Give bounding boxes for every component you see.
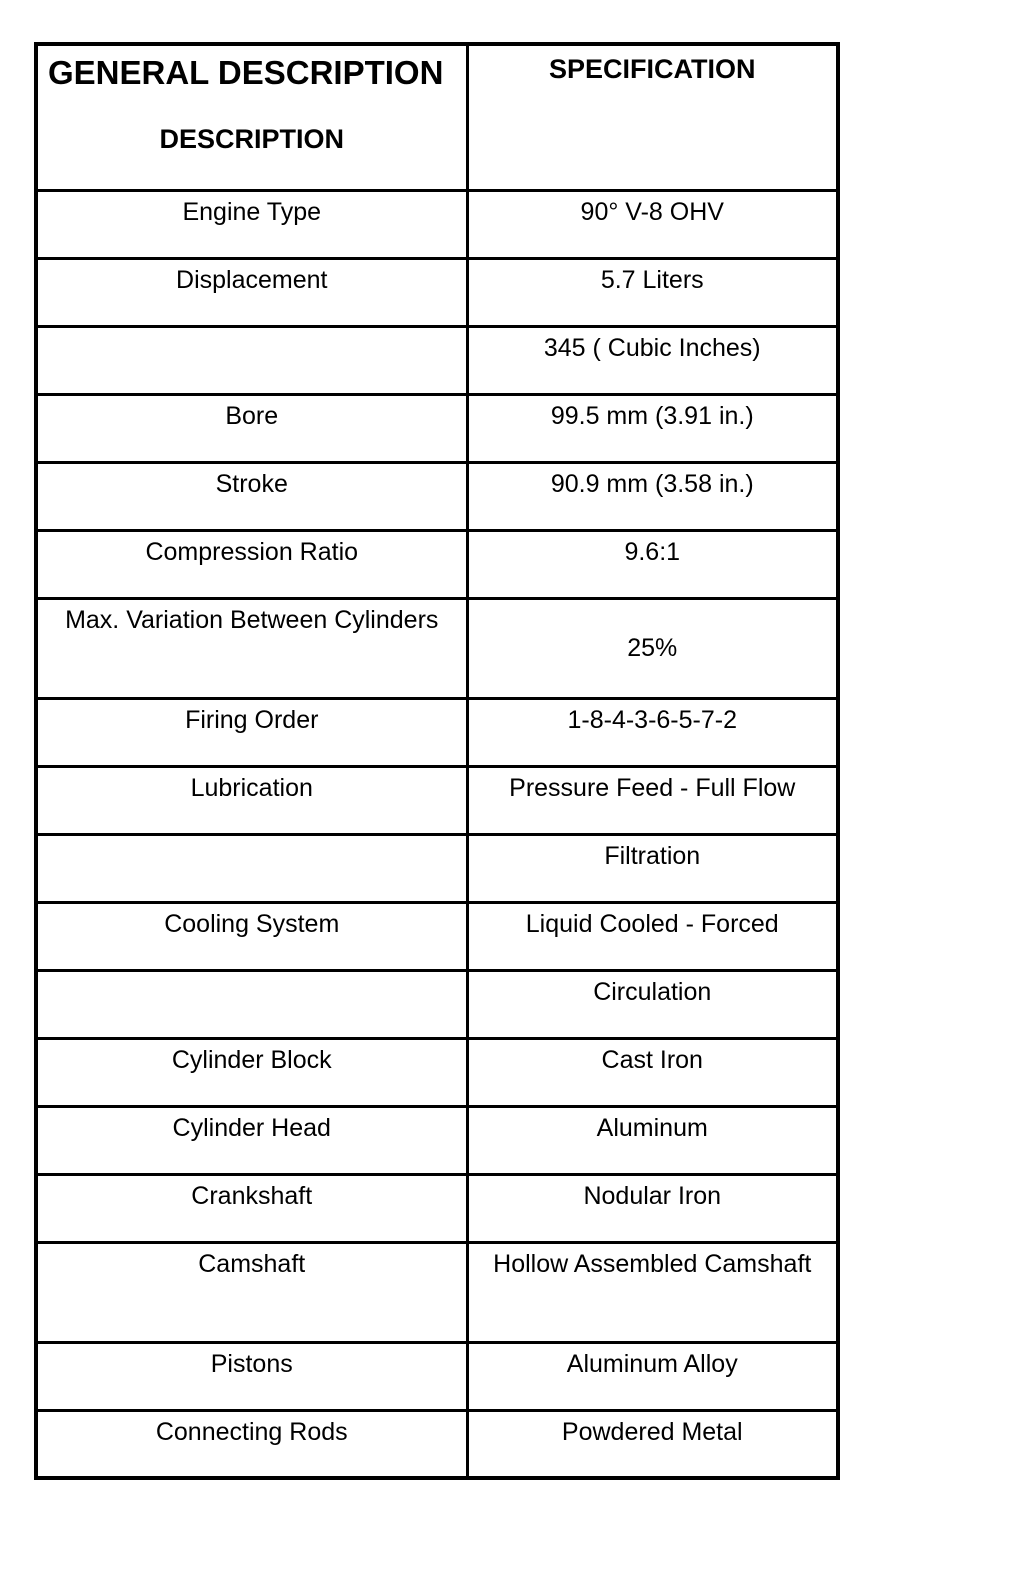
specification-cell: 345 ( Cubic Inches)	[467, 326, 838, 394]
specification-cell: Nodular Iron	[467, 1174, 838, 1242]
specification-cell: Hollow Assembled Camshaft	[467, 1242, 838, 1342]
description-cell: Crankshaft	[36, 1174, 467, 1242]
specification-column-header: SPECIFICATION	[548, 54, 756, 84]
table-row	[36, 1410, 838, 1478]
description-cell: Cylinder Block	[36, 1038, 467, 1106]
table-row	[36, 1174, 838, 1242]
table-row	[36, 1342, 838, 1410]
specification-cell: 90° V-8 OHV	[467, 190, 838, 258]
header-row	[36, 44, 838, 190]
specification-cell: 5.7 Liters	[467, 258, 838, 326]
table-row	[36, 1106, 838, 1174]
description-column-header: DESCRIPTION	[159, 124, 345, 154]
table-row	[36, 190, 838, 258]
spec-table-body	[36, 44, 838, 1478]
specification-cell: 99.5 mm (3.91 in.)	[467, 394, 838, 462]
spec-table	[34, 42, 840, 1480]
description-cell: Bore	[36, 394, 467, 462]
specification-cell: 1-8-4-3-6-5-7-2	[467, 698, 838, 766]
table-row	[36, 834, 838, 902]
description-cell	[36, 326, 467, 394]
specification-cell: Powdered Metal	[467, 1410, 838, 1478]
description-cell: Connecting Rods	[36, 1410, 467, 1478]
table-row	[36, 902, 838, 970]
table-row	[36, 326, 838, 394]
description-cell: Pistons	[36, 1342, 467, 1410]
description-cell: Lubrication	[36, 766, 467, 834]
specification-cell: Liquid Cooled - Forced	[467, 902, 838, 970]
description-cell: Cooling System	[36, 902, 467, 970]
specification-header-cell	[467, 44, 838, 190]
description-cell: Cylinder Head	[36, 1106, 467, 1174]
specification-cell: 9.6:1	[467, 530, 838, 598]
specification-cell: 25%	[467, 598, 838, 698]
table-row	[36, 698, 838, 766]
description-cell: Camshaft	[36, 1242, 467, 1342]
description-cell: Engine Type	[36, 190, 467, 258]
description-cell: Stroke	[36, 462, 467, 530]
table-row	[36, 1242, 838, 1342]
specification-cell: Cast Iron	[467, 1038, 838, 1106]
description-header-cell	[36, 44, 467, 190]
specification-cell: Pressure Feed - Full Flow	[467, 766, 838, 834]
specification-cell: Filtration	[467, 834, 838, 902]
table-row	[36, 258, 838, 326]
table-row	[36, 462, 838, 530]
table-row	[36, 394, 838, 462]
specification-cell: Circulation	[467, 970, 838, 1038]
table-row	[36, 1038, 838, 1106]
specification-cell: 90.9 mm (3.58 in.)	[467, 462, 838, 530]
specification-cell: Aluminum Alloy	[467, 1342, 838, 1410]
description-cell	[36, 834, 467, 902]
description-cell: Firing Order	[36, 698, 467, 766]
description-cell: Compression Ratio	[36, 530, 467, 598]
description-cell	[36, 970, 467, 1038]
table-row	[36, 598, 838, 698]
table-title: GENERAL DESCRIPTION	[48, 54, 444, 91]
description-cell: Displacement	[36, 258, 467, 326]
table-row	[36, 530, 838, 598]
description-cell: Max. Variation Between Cylinders	[36, 598, 467, 698]
table-row	[36, 766, 838, 834]
table-row	[36, 970, 838, 1038]
specification-cell: Aluminum	[467, 1106, 838, 1174]
